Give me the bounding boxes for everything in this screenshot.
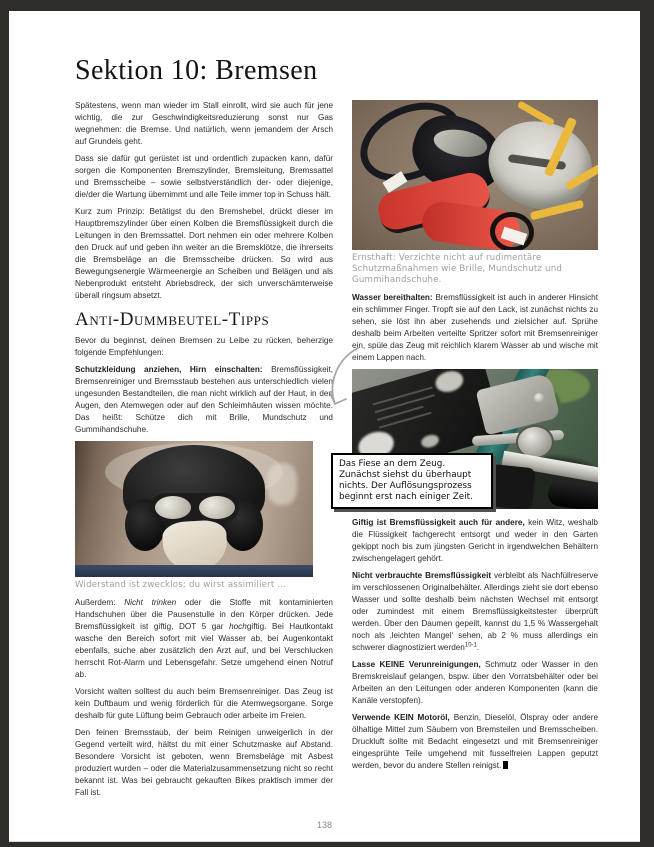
italic-run: hoch	[229, 622, 247, 631]
helmet-photo-caption: Widerstand ist zwecklos; du wirst assimiliert ...	[75, 580, 287, 590]
tip-body: kein Witz, weshalb die Flüssigkeit fachgerecht entsorgt und weder in den Garten gekippt noch bis zum jüngsten Gericht in irgendwelchen Behältern zwischengelagert gehört.	[352, 518, 598, 563]
tip-lead: Verwende KEIN Motoröl,	[352, 713, 450, 722]
text-run: Außerdem:	[75, 598, 125, 607]
tip-brake-dust: Den feinen Bremsstaub, der beim Reinigen unweigerlich in der Gegend verteilt wird, hältst du mit einer Schutzmaske auf Abstand. Besondere Vorsicht ist geboten, wenn Bremsbeläge mit Asbest produziert wurden – oder die Materialzusammensetzung nicht so recht bekannt ist. Was bei gebraucht gekauften Bikes praktisch immer der Fall ist.	[75, 728, 333, 797]
curved-arrow-icon	[321, 343, 365, 419]
tip-body: Bremsflüssigkeit ist auch in anderer Hinsicht ein schlimmer Finger. Tropft sie auf den Lack, ist zunächst nichts zu sehen, sie löst ihn aber zusehends und zielsicher auf. Sprühe deshalb beim Arbeiten verteilte Spritzer sofort mit Bremsenreiniger ein, spüle das Zeug mit reichlich klarem Wasser ab und wische mit einem Lappen nach.	[352, 293, 598, 362]
right-column	[339, 100, 599, 777]
intro-paragraph: Spätestens, wenn man wieder im Stall einrollt, wird sie auch für jene wichtig, die zur Geschwindigkeitsreduzierung sonst nur Gas wegnehmen: die Bremse. Und natürlich, wenn jemandem der Arsch auf Grundeis geht.	[75, 101, 333, 146]
brake-photo-block	[339, 369, 598, 509]
tip-body: Schmutz oder Wasser in den Bremskreislauf gelangen, bspw. über den Vorratsbehälter oder bei Arbeiten an den Leitungen oder anderen Komponenten (kann die Kanäle verstopfen).	[352, 660, 598, 705]
tip-unused-fluid	[352, 570, 598, 654]
screw-shape	[534, 393, 544, 403]
tip-lead: Schutzkleidung anziehen, Hirn einschalten:	[75, 365, 263, 374]
left-column	[75, 100, 333, 804]
goggle-lens-shine	[432, 126, 490, 161]
goggles-shape	[151, 493, 239, 522]
tip-body: Bremsflüssigkeit, Bremsenreiniger und Bremsstaub bestehen aus unterschiedlich vielen ungesunden Bestandteilen, die man nicht wirklich auf der Haut, in den Augen, den Atemwegen oder auf den Schleimhäuten wissen möchte. Das heißt: Schütze dich mit Brille, Mundschutz und Gummihandschuhe.	[75, 365, 333, 434]
shoulders-shape	[75, 565, 313, 577]
text-run: .	[476, 643, 480, 652]
callout-box: Das Fiese an dem Zeug. Zunächst siehst du überhaupt nichts. Der Auflösungsprozess beginnt erst nach einiger Zeit.	[331, 453, 493, 509]
principle-paragraph: Kurz zum Prinzip: Betätigst du den Bremshebel, drückt dieser im Hauptbremszylinder über einen Kolben die Bremsflüssigkeit durch die Leitungen in den Bremssattel. Dort nehmen ein oder mehrere Kolben den Druck auf und geben ihn weiter an die Bremsklötze, die ihrerseits die Bremsbeläge an die Bremsscheibe drücken. So wird aus Bewegungsenergie Wärmeenergie an Scheiben und Belägen und als Nebenprodukt entsteht Abriebsdreck, der sich unverschämterweise überall ringsum absetzt.	[75, 207, 333, 300]
document-page	[9, 11, 640, 842]
tip-lead: Wasser bereithalten:	[352, 293, 433, 302]
tip-brake-cleaner: Vorsicht walten solltest du auch beim Bremsenreiniger. Das Zeug ist kein Duftbaum und wenig förderlich für die Atemwegsorgane. Sorge deshalb für gute Lüftung beim Gebrauch oder arbeite im Freien.	[75, 687, 333, 720]
paint-damage-spot	[420, 433, 441, 449]
tip-no-motor-oil	[352, 712, 598, 772]
etched-text-line	[379, 412, 431, 429]
footnote-reference: 10-1	[464, 642, 477, 649]
goggle-lens-right	[199, 496, 235, 519]
page-number: 138	[316, 820, 333, 830]
tip-body: verbleibt als Nachfüllreserve im verschlossenen Originalbehälter. Allerdings zieht sie dort ebenso Wasser und sollte deshalb beim nächsten Wechsel mit entsorgt oder zumindest mit einem Bremsflüssigkeitstester überprüft werden. Über den Daumen gepeilt, kannst du 1,5 % Wassergehalt noch als ‚leichten Mangel‘ sehen, ab 2 % muss allerdings ein schwerer diagnostiziert werden	[352, 571, 598, 652]
tip-keep-water	[352, 292, 598, 364]
tip-lead: Giftig ist Bremsflüssigkeit auch für andere,	[352, 518, 525, 527]
tip-protective-clothing	[75, 364, 333, 436]
section-heading: Anti-Dummbeutel-Tipps	[75, 309, 270, 330]
tip-lead: Lasse KEINE Verunreinigungen,	[352, 660, 481, 669]
page-title: Sektion 10: Bremsen	[75, 55, 318, 86]
italic-run: Nicht trinken	[124, 598, 177, 607]
components-paragraph: Dass sie dafür gut gerüstet ist und ordentlich zupacken kann, dafür sorgen die Komponenten Bremszylinder, Bremsleitung, Bremssattel und Bremsscheibe – sowie selbstverständlich der- oder diejenige, die/der die Wartung übernimmt und alle Teile immer top in Schuss hält.	[75, 154, 333, 199]
text-run: giftig. Bei Hautkontakt wasche den Bereich sofort mit viel Wasser ab, bei Augenkontakt ebenfalls, suche aber zusätzlich den Arzt auf, und bei Verschlucken herrscht Rot-Alarm und Lebensgefahr. Setze umgehend einen Notruf ab.	[75, 622, 333, 679]
tips-intro-paragraph: Bevor du beginnst, deinen Bremsen zu Leibe zu rücken, beherzige folgende Empfehlungen:	[75, 336, 333, 357]
end-of-article-mark	[503, 761, 508, 769]
safety-gear-photo	[352, 100, 598, 250]
tip-no-contamination	[352, 659, 598, 707]
tip-toxic-for-others	[352, 517, 598, 565]
tip-no-drinking	[75, 597, 333, 681]
text-run: oder die Stoffe mit kontaminierten Handschuhen über die Pausenstulle in den Körper drücken. Jede Bremsflüssigkeit ist giftig, DOT 5 gar	[75, 598, 333, 631]
helmet-person-photo	[75, 441, 313, 577]
paint-damage-spot	[433, 369, 465, 395]
tip-body: Benzin, Dieselöl, Ölspray oder andere ölhaltige Mittel zum Säubern von Bremsteilen und Bremsscheiben. Druckluft sollte mit Bedacht eingesetzt und mit Bremsenreiniger eingesprühte Teile umgehend mit fusselfreien Lappen geputzt werden, bevor du andere Stellen reinigst.	[352, 713, 599, 770]
safety-gear-caption: Ernsthaft: Verzichte nicht auf rudimentäre Schutzmaßnahmen wie Brille, Mundschutz und Gummihandschuhe.	[352, 253, 562, 285]
tip-lead: Nicht verbrauchte Bremsflüssigkeit	[352, 571, 492, 580]
goggle-lens-left	[155, 496, 191, 519]
